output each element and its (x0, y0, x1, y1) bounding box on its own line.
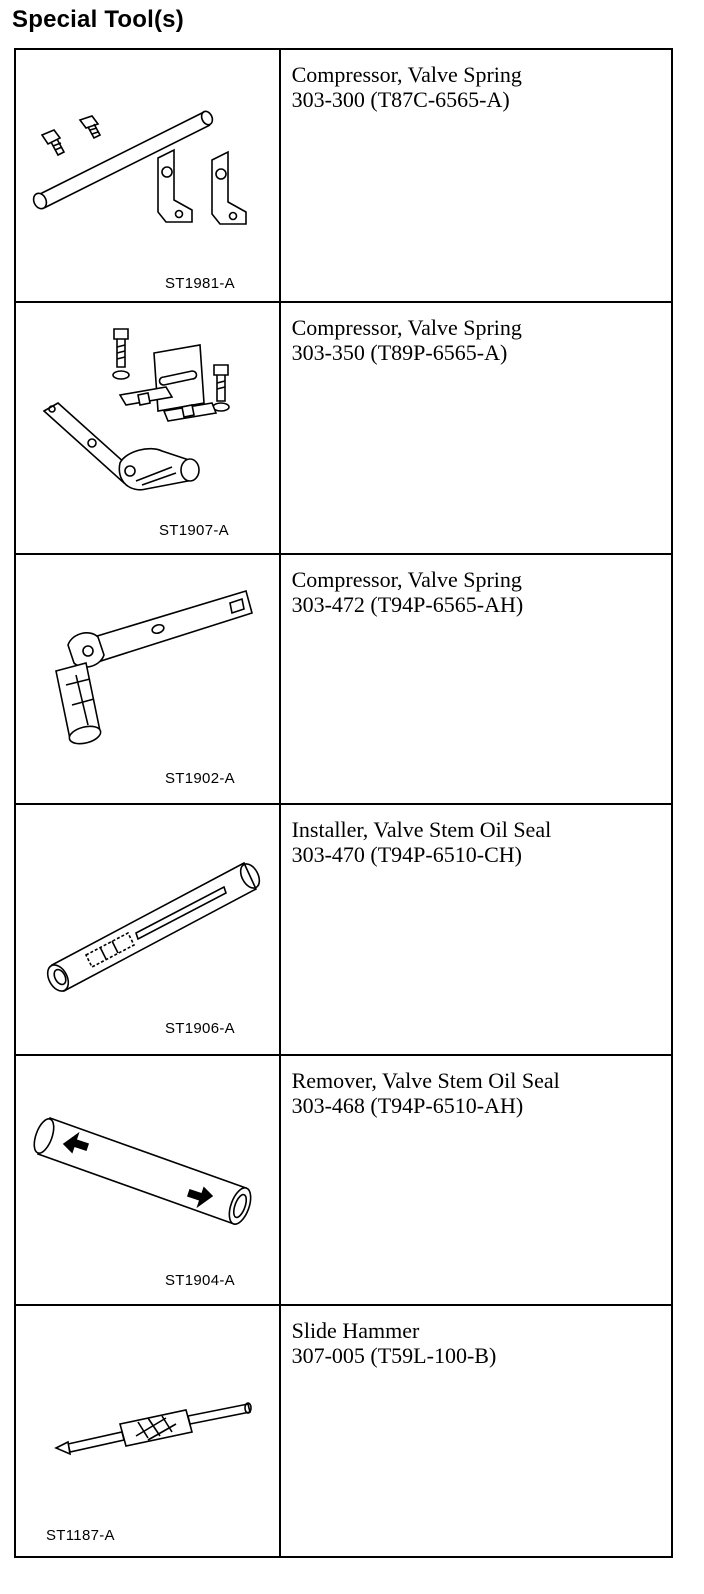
tool-illustration-cell (15, 302, 280, 554)
page-title: Special Tool(s) (12, 6, 184, 33)
tool-number: 303-470 (T94P-6510-CH) (291, 842, 522, 867)
table-row (15, 49, 672, 302)
figure-code: ST1906-A (165, 1020, 235, 1037)
tool-illustration-cell (15, 804, 280, 1055)
table-row (15, 302, 672, 554)
tool-name: Compressor, Valve Spring (291, 315, 522, 340)
tool-illustration-cell (15, 49, 280, 302)
seal-installer-tube-icon (16, 805, 280, 1056)
tool-number: 303-300 (T87C-6565-A) (291, 87, 510, 112)
tool-name: Installer, Valve Stem Oil Seal (291, 817, 552, 842)
table-row (15, 554, 672, 804)
figure-code: ST1187-A (46, 1527, 115, 1544)
table-row (15, 1305, 672, 1557)
seal-remover-tube-icon (16, 1056, 280, 1306)
figure-code: ST1907-A (159, 522, 229, 539)
tool-number: 303-350 (T89P-6565-A) (291, 340, 508, 365)
slide-hammer-icon (16, 1306, 280, 1558)
valve-spring-compressor-bar-and-brackets-icon (16, 50, 280, 303)
tool-number: 303-468 (T94P-6510-AH) (291, 1093, 524, 1118)
tool-illustration-cell (15, 1055, 280, 1305)
tool-number: 307-005 (T59L-100-B) (291, 1343, 497, 1368)
tool-description-cell (280, 804, 672, 1055)
tool-name: Slide Hammer (291, 1318, 420, 1343)
tool-description-cell (280, 554, 672, 804)
tool-illustration-cell (15, 1305, 280, 1557)
special-tools-table (14, 48, 673, 1558)
tool-description-cell (280, 1305, 672, 1557)
tool-illustration-cell (15, 554, 280, 804)
figure-code: ST1981-A (165, 275, 235, 292)
valve-spring-compressor-assembly-icon (16, 303, 280, 555)
figure-code: ST1902-A (165, 770, 235, 787)
tool-description-cell (280, 49, 672, 302)
tool-name: Compressor, Valve Spring (291, 62, 522, 87)
tool-description-cell (280, 302, 672, 554)
table-row (15, 804, 672, 1055)
valve-spring-compressor-lever-icon (16, 555, 280, 805)
figure-code: ST1904-A (165, 1272, 235, 1289)
tool-description-cell (280, 1055, 672, 1305)
tool-name: Compressor, Valve Spring (291, 567, 522, 592)
table-row (15, 1055, 672, 1305)
tool-number: 303-472 (T94P-6565-AH) (291, 592, 524, 617)
tool-name: Remover, Valve Stem Oil Seal (291, 1068, 560, 1093)
